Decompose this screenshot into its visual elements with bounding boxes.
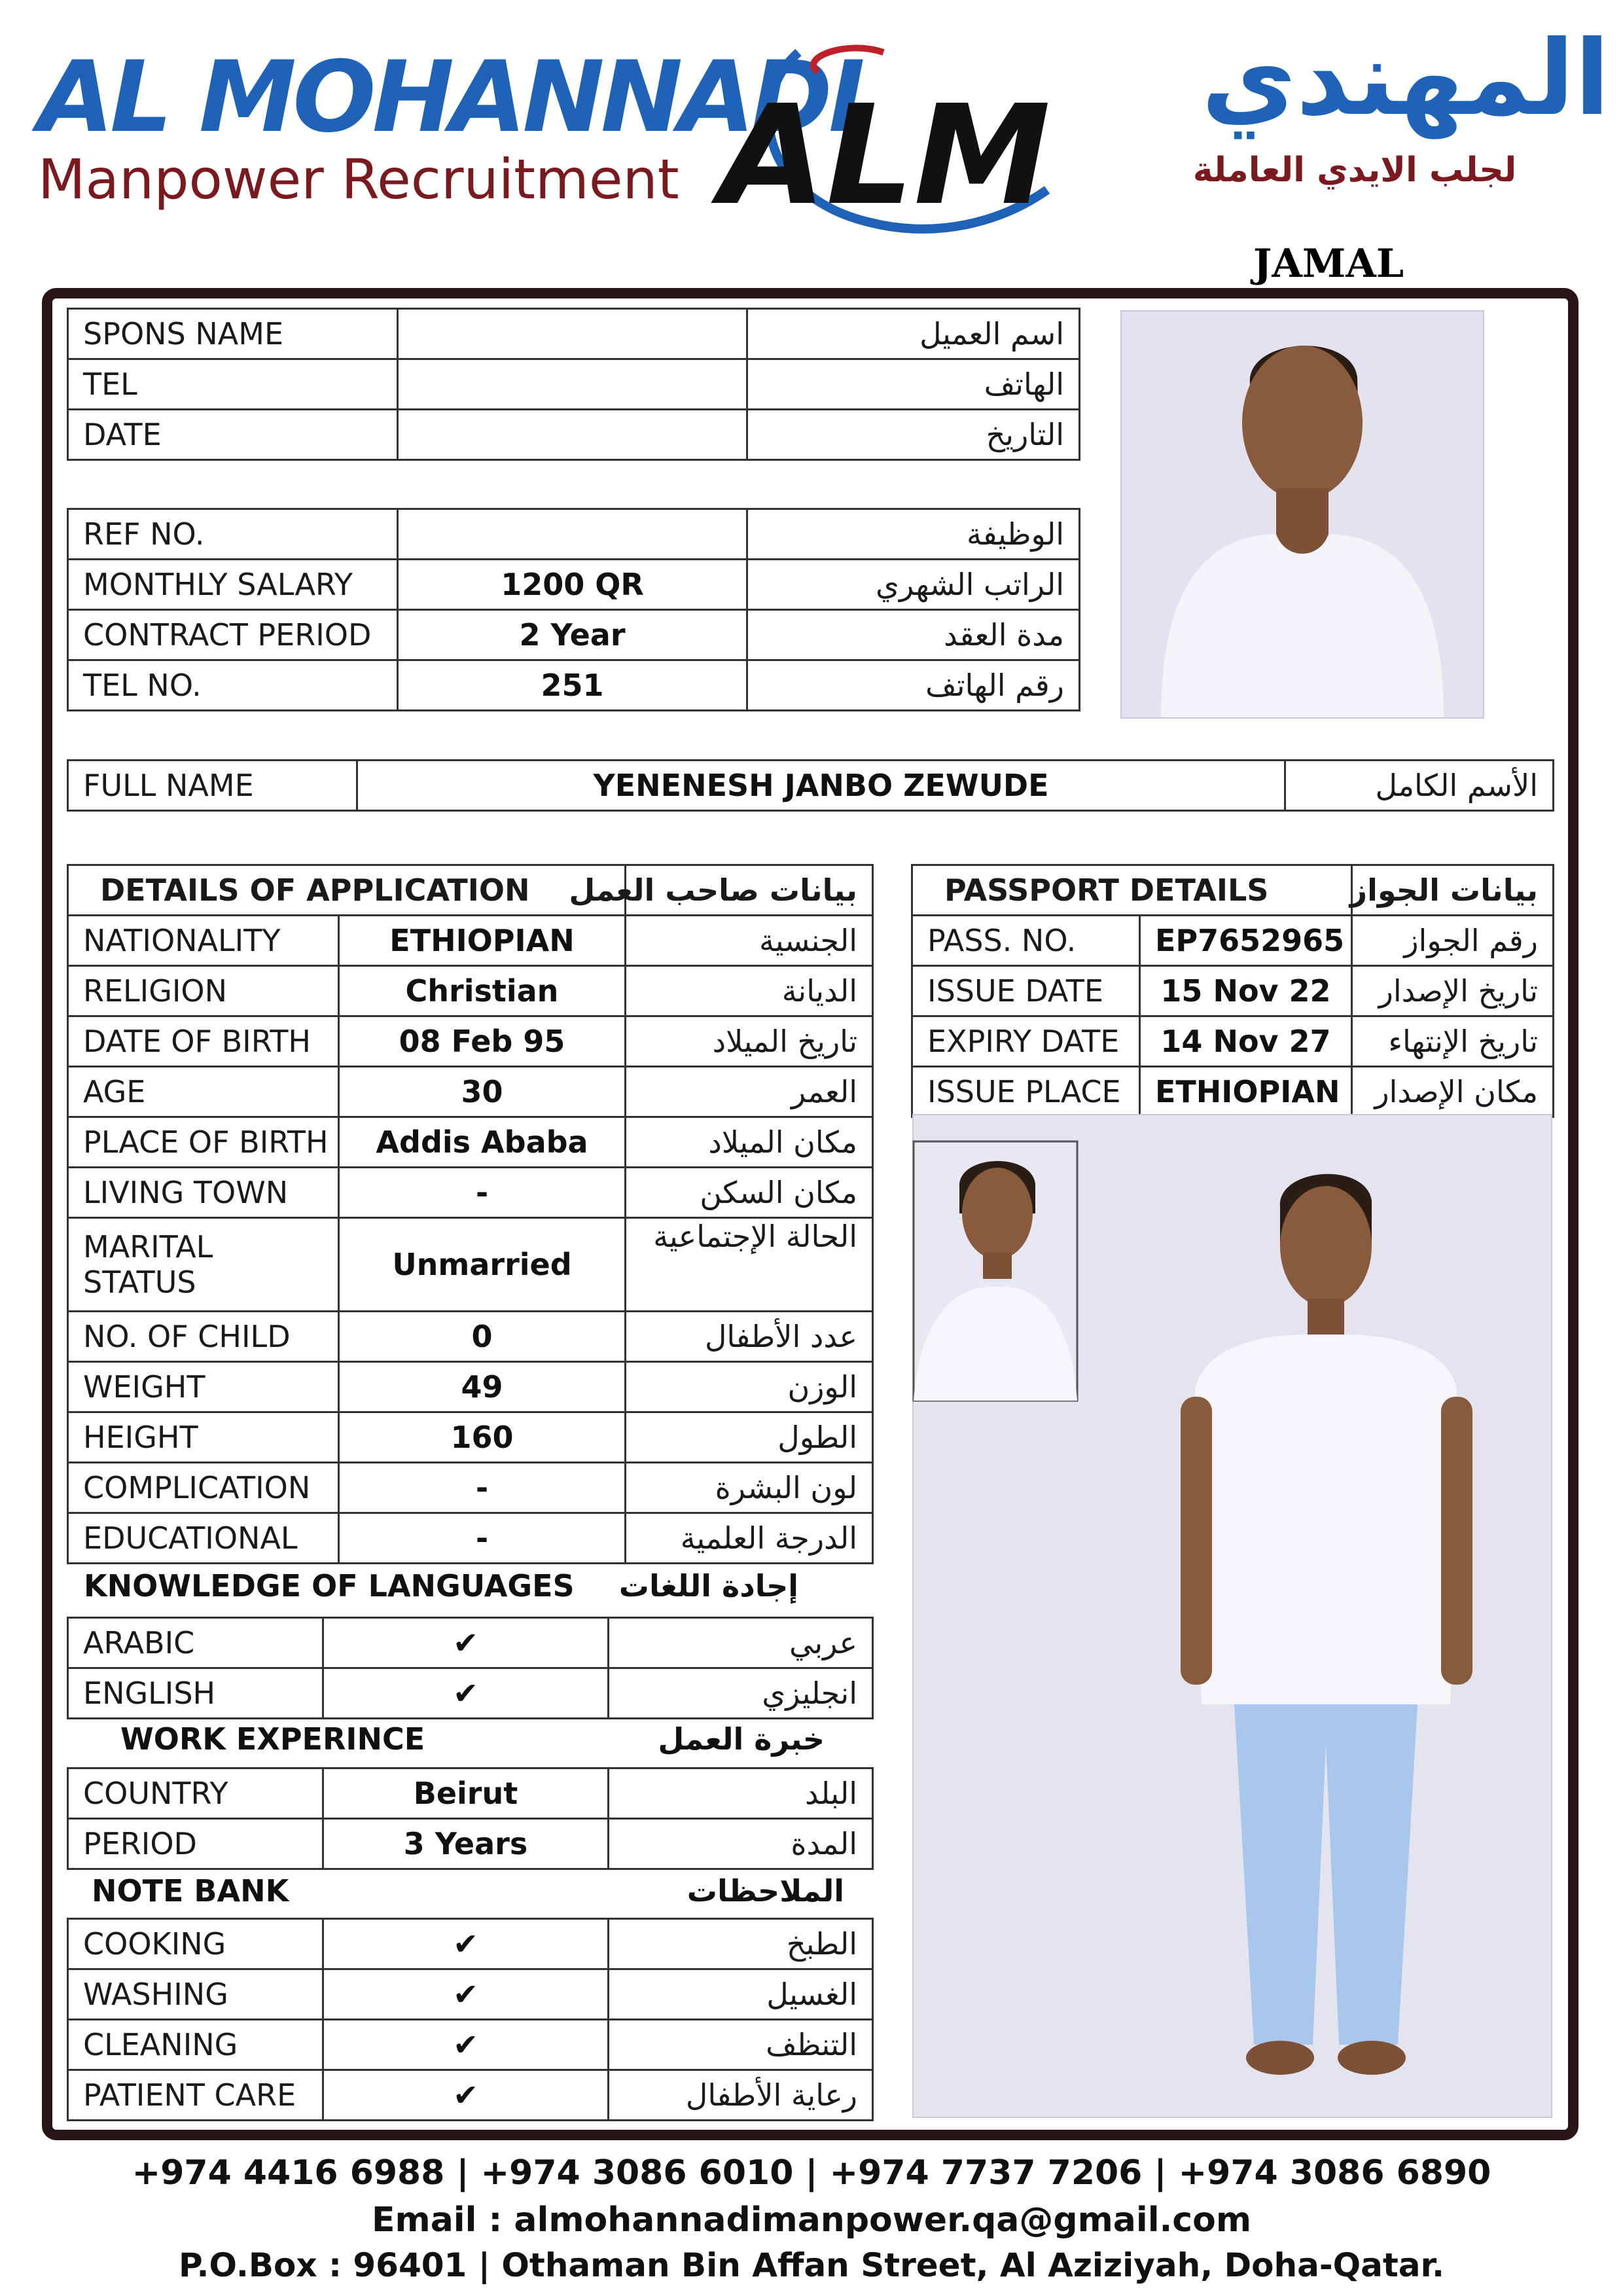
row-value: EP7652965 — [1140, 916, 1352, 966]
passport-title-arabic: بيانات الجواز — [1352, 865, 1554, 916]
row-value: ✔ — [323, 2020, 609, 2070]
row-label: REF NO. — [68, 509, 398, 560]
row-label: EDUCATIONAL — [68, 1513, 339, 1564]
brand-arabic-subtitle: لجلب الايدي العاملة — [1192, 151, 1517, 190]
table-row — [68, 359, 1080, 410]
table-row — [912, 865, 1554, 916]
row-value: Unmarried — [339, 1218, 626, 1312]
row-label-arabic: الوزن — [626, 1362, 873, 1412]
row-label-arabic: الطبخ — [609, 1919, 873, 1969]
row-value: - — [339, 1463, 626, 1513]
logo-letters: ALM — [720, 75, 1051, 236]
row-value: Addis Ababa — [339, 1117, 626, 1168]
row-label-arabic: التاريخ — [747, 410, 1080, 460]
passport-table — [911, 864, 1554, 1118]
table-row — [912, 966, 1554, 1016]
table-row — [68, 1919, 873, 1969]
table-row — [68, 660, 1080, 711]
row-label-arabic: مكان السكن — [626, 1168, 873, 1218]
row-label: AGE — [68, 1067, 339, 1117]
row-label-arabic: الراتب الشهري — [747, 560, 1080, 610]
row-label-arabic: الطول — [626, 1412, 873, 1463]
row-label-arabic: الغسيل — [609, 1969, 873, 2020]
row-value — [398, 359, 747, 410]
row-label-arabic: الوظيفة — [747, 509, 1080, 560]
row-label-arabic: الحالة الإجتماعية — [626, 1218, 873, 1312]
row-label-arabic: البلد — [609, 1768, 873, 1819]
row-label-arabic: الديانة — [626, 966, 873, 1016]
row-label-arabic: تاريخ الميلاد — [626, 1016, 873, 1067]
row-value: 251 — [398, 660, 747, 711]
row-value: ✔ — [323, 2070, 609, 2121]
row-value: 1200 QR — [398, 560, 747, 610]
table-row — [68, 1819, 873, 1869]
note-bank-heading: NOTE BANK — [92, 1873, 289, 1909]
application-title-arabic: بيانات صاحب العمل — [626, 865, 873, 916]
row-label: NATIONALITY — [68, 916, 339, 966]
table-row — [68, 1412, 873, 1463]
row-value: 2 Year — [398, 610, 747, 660]
row-label-arabic: رقم الجواز — [1352, 916, 1554, 966]
row-label: PERIOD — [68, 1819, 323, 1869]
row-value: - — [339, 1168, 626, 1218]
row-value: 3 Years — [323, 1819, 609, 1869]
row-label-arabic: تاريخ الإنتهاء — [1352, 1016, 1554, 1067]
row-label-arabic: رعاية الأطفال — [609, 2070, 873, 2121]
applicant-full-body-photo — [912, 1114, 1552, 2118]
row-label: EXPIRY DATE — [912, 1016, 1140, 1067]
footer-address: P.O.Box : 96401 | Othaman Bin Affan Street, Al Aziziyah, Doha-Qatar. — [179, 2246, 1444, 2284]
row-value: ETHIOPIAN — [339, 916, 626, 966]
full-name-arabic: الأسم الكامل — [1285, 761, 1554, 811]
row-label: PATIENT CARE — [68, 2070, 323, 2121]
sponsor-table — [67, 308, 1080, 461]
footer-phones: +974 4416 6988 | +974 3086 6010 | +974 7737 7206 | +974 3086 6890 — [132, 2153, 1491, 2193]
row-label-arabic: تاريخ الإصدار — [1352, 966, 1554, 1016]
row-value: 15 Nov 22 — [1140, 966, 1352, 1016]
row-label: TEL — [68, 359, 398, 410]
table-row — [68, 1362, 873, 1412]
row-label-arabic: عربي — [609, 1618, 873, 1668]
row-label-arabic: عدد الأطفال — [626, 1312, 873, 1362]
table-row — [68, 509, 1080, 560]
experience-table — [67, 1767, 874, 1870]
table-row — [68, 1016, 873, 1067]
row-label-arabic: مدة العقد — [747, 610, 1080, 660]
agent-name: JAMAL — [1253, 241, 1404, 287]
row-label-arabic: الجنسية — [626, 916, 873, 966]
row-label-arabic: مكان الإصدار — [1352, 1067, 1554, 1117]
note-bank-table — [67, 1918, 874, 2121]
row-value — [398, 309, 747, 359]
table-row — [68, 1768, 873, 1819]
row-label: ISSUE PLACE — [912, 1067, 1140, 1117]
brand-subtitle: Manpower Recruitment — [38, 147, 679, 211]
alm-logo — [720, 26, 1060, 262]
application-table — [67, 864, 874, 1564]
row-label-arabic: مكان الميلاد — [626, 1117, 873, 1168]
row-label: ISSUE DATE — [912, 966, 1140, 1016]
row-label: LIVING TOWN — [68, 1168, 339, 1218]
row-label-arabic: اسم العميل — [747, 309, 1080, 359]
table-row — [68, 865, 873, 916]
table-row — [68, 309, 1080, 359]
note-bank-heading-arabic: الملاحظات — [687, 1873, 844, 1909]
row-label-arabic: العمر — [626, 1067, 873, 1117]
row-label: ENGLISH — [68, 1668, 323, 1719]
row-value — [398, 410, 747, 460]
table-row — [68, 1668, 873, 1719]
job-table — [67, 508, 1080, 711]
row-value: ✔ — [323, 1668, 609, 1719]
row-label-arabic: التنظف — [609, 2020, 873, 2070]
row-value: 30 — [339, 1067, 626, 1117]
row-label: COUNTRY — [68, 1768, 323, 1819]
table-row — [912, 1016, 1554, 1067]
row-label: DATE OF BIRTH — [68, 1016, 339, 1067]
languages-heading-arabic: إجادة اللغات — [618, 1568, 798, 1604]
row-label: WEIGHT — [68, 1362, 339, 1412]
brand-english — [38, 41, 861, 211]
table-row — [912, 1067, 1554, 1117]
table-row — [68, 916, 873, 966]
row-label: PASS. NO. — [912, 916, 1140, 966]
row-value: Beirut — [323, 1768, 609, 1819]
row-value: 160 — [339, 1412, 626, 1463]
row-label-arabic: الهاتف — [747, 359, 1080, 410]
table-row — [68, 1168, 873, 1218]
table-row — [68, 1117, 873, 1168]
table-row — [68, 410, 1080, 460]
experience-heading: WORK EXPERINCE — [120, 1721, 425, 1757]
row-label: CLEANING — [68, 2020, 323, 2070]
table-row — [68, 610, 1080, 660]
row-value: 08 Feb 95 — [339, 1016, 626, 1067]
row-label: PLACE OF BIRTH — [68, 1117, 339, 1168]
table-row — [68, 1618, 873, 1668]
applicant-headshot-photo — [1120, 310, 1484, 719]
full-name-table — [67, 759, 1554, 812]
row-label: ARABIC — [68, 1618, 323, 1668]
row-label-arabic: المدة — [609, 1819, 873, 1869]
row-value: Christian — [339, 966, 626, 1016]
row-label: MONTHLY SALARY — [68, 560, 398, 610]
row-label: SPONS NAME — [68, 309, 398, 359]
row-label-arabic: رقم الهاتف — [747, 660, 1080, 711]
table-row — [68, 560, 1080, 610]
row-label: COMPLICATION — [68, 1463, 339, 1513]
experience-heading-arabic: خبرة العمل — [658, 1721, 825, 1757]
application-title: DETAILS OF APPLICATION — [68, 865, 626, 916]
table-row — [68, 1312, 873, 1362]
full-name-label: FULL NAME — [68, 761, 357, 811]
row-label: DATE — [68, 410, 398, 460]
row-label: WASHING — [68, 1969, 323, 2020]
footer-email: Email : almohannadimanpower.qa@gmail.com — [371, 2200, 1252, 2240]
table-row — [68, 1969, 873, 2020]
row-value: - — [339, 1513, 626, 1564]
passport-title: PASSPORT DETAILS — [912, 865, 1352, 916]
languages-heading: KNOWLEDGE OF LANGUAGES — [84, 1568, 575, 1604]
row-value — [398, 509, 747, 560]
table-row — [68, 2070, 873, 2121]
table-row — [68, 1218, 873, 1312]
brand-arabic-title: المهندي — [1201, 18, 1610, 139]
table-row — [68, 1463, 873, 1513]
row-label: HEIGHT — [68, 1412, 339, 1463]
row-value: ✔ — [323, 1618, 609, 1668]
row-label: CONTRACT PERIOD — [68, 610, 398, 660]
row-label: RELIGION — [68, 966, 339, 1016]
table-row — [68, 2020, 873, 2070]
table-row — [68, 1067, 873, 1117]
row-label: COOKING — [68, 1919, 323, 1969]
row-label-arabic: انجليزي — [609, 1668, 873, 1719]
row-value: ✔ — [323, 1919, 609, 1969]
languages-table — [67, 1617, 874, 1719]
brand-title: AL MOHANNADI — [38, 41, 861, 154]
full-name-value: YENENESH JANBO ZEWUDE — [357, 761, 1285, 811]
row-value: ✔ — [323, 1969, 609, 2020]
table-row — [68, 966, 873, 1016]
row-label: NO. OF CHILD — [68, 1312, 339, 1362]
row-value: 49 — [339, 1362, 626, 1412]
row-value: 14 Nov 27 — [1140, 1016, 1352, 1067]
table-row — [912, 916, 1554, 966]
row-label-arabic: لون البشرة — [626, 1463, 873, 1513]
table-row — [68, 1513, 873, 1564]
row-value: 0 — [339, 1312, 626, 1362]
row-label: TEL NO. — [68, 660, 398, 711]
row-label: MARITAL STATUS — [68, 1218, 339, 1312]
table-row — [68, 761, 1554, 811]
row-label-arabic: الدرجة العلمية — [626, 1513, 873, 1564]
row-value: ETHIOPIAN — [1140, 1067, 1352, 1117]
